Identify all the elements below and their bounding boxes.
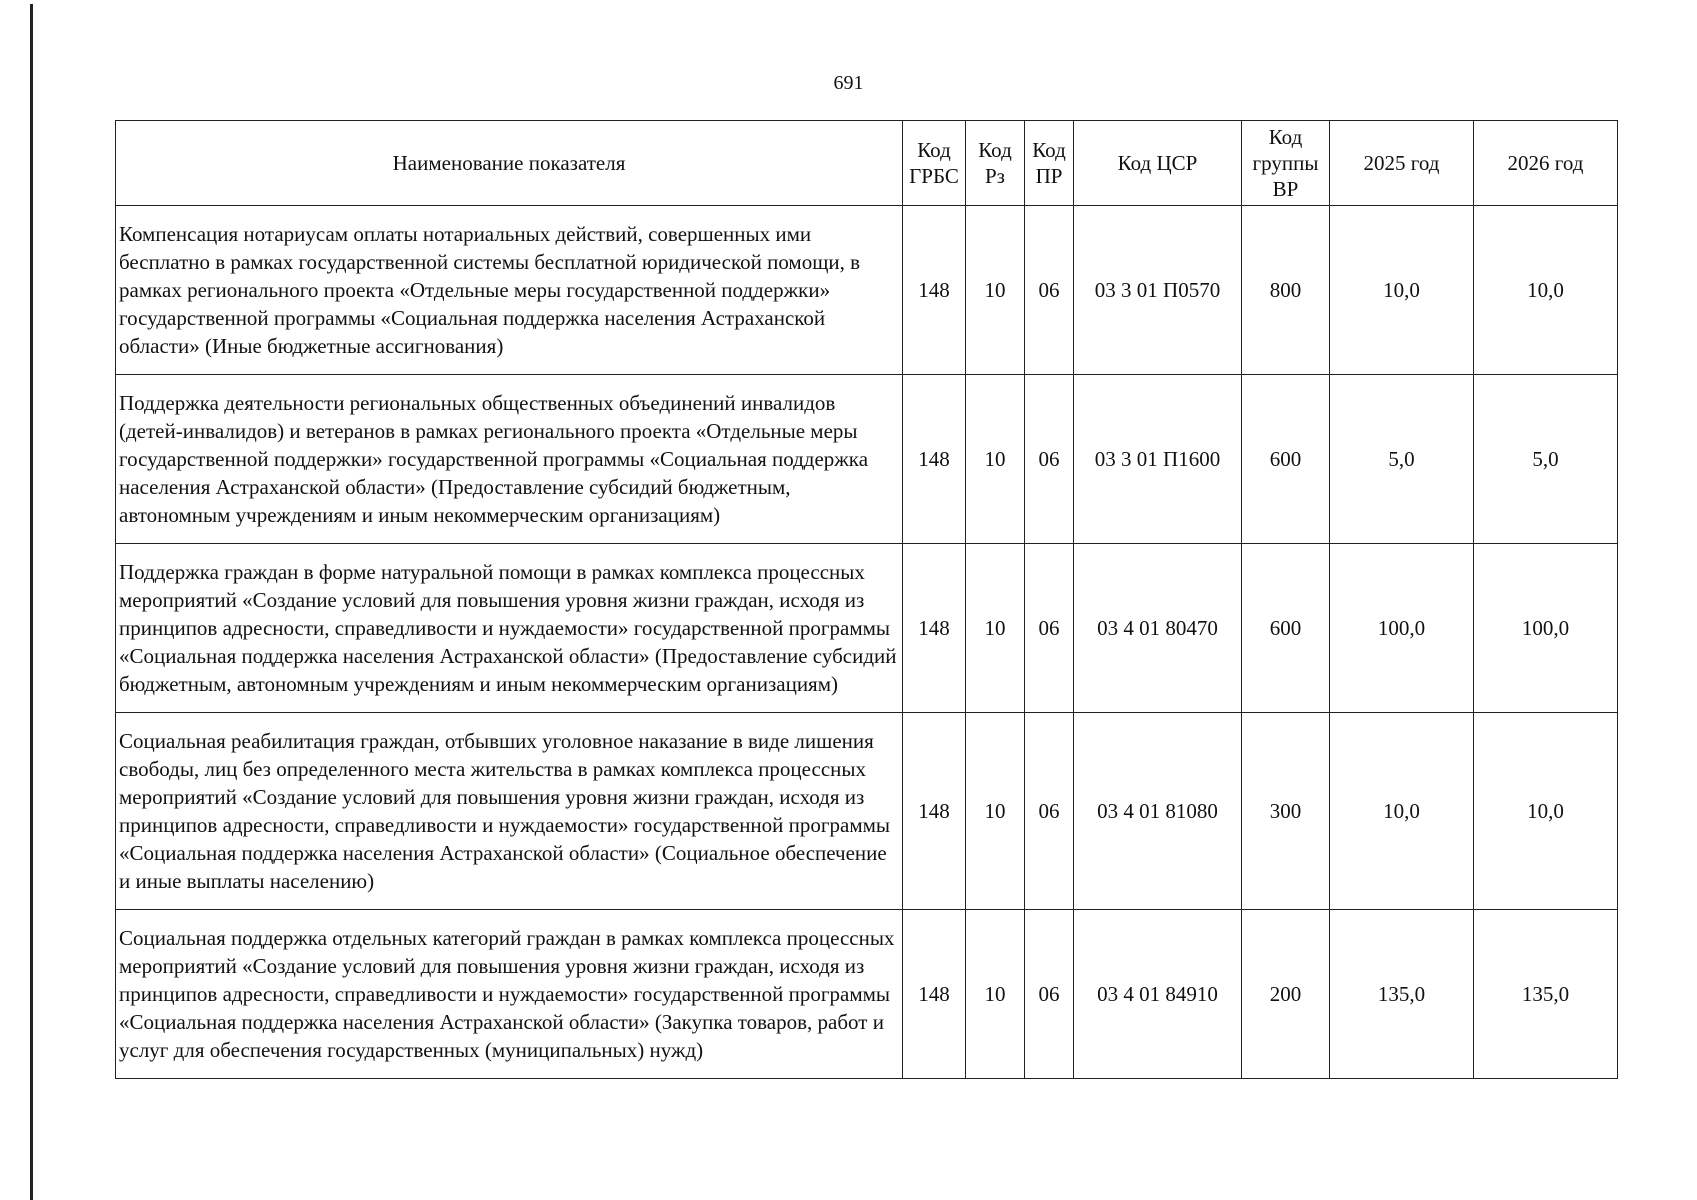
cell-2025: 10,0	[1330, 713, 1474, 910]
cell-grbs: 148	[903, 375, 966, 544]
table-row	[116, 206, 1618, 375]
cell-grbs: 148	[903, 544, 966, 713]
header-vr: Код группы ВР	[1242, 121, 1330, 206]
table-row	[116, 910, 1618, 1079]
cell-2026: 5,0	[1474, 375, 1618, 544]
cell-2026: 10,0	[1474, 713, 1618, 910]
cell-name: Поддержка деятельности региональных общественных объединений инвалидов (детей-инвалидов) и ветеранов в рамках регионального проекта «Отдельные меры государственной поддержки» государственной программы «Социальная поддержка населения Астраханской области» (Предоставление субсидий бюджетным, автономным учреждениям и иным некоммерческим организациям)	[116, 375, 903, 544]
header-grbs: Код ГРБС	[903, 121, 966, 206]
cell-2025: 5,0	[1330, 375, 1474, 544]
cell-rz: 10	[966, 713, 1025, 910]
cell-grbs: 148	[903, 910, 966, 1079]
cell-vr: 600	[1242, 544, 1330, 713]
header-2025: 2025 год	[1330, 121, 1474, 206]
cell-pr: 06	[1025, 375, 1074, 544]
cell-name: Компенсация нотариусам оплаты нотариальных действий, совершенных ими бесплатно в рамках государственной системы бесплатной юридической помощи, в рамках регионального проекта «Отдельные меры государственной поддержки» государственной программы «Социальная поддержка населения Астраханской области» (Иные бюджетные ассигнования)	[116, 206, 903, 375]
cell-grbs: 148	[903, 206, 966, 375]
cell-csr: 03 4 01 81080	[1074, 713, 1242, 910]
cell-csr: 03 4 01 80470	[1074, 544, 1242, 713]
cell-2026: 100,0	[1474, 544, 1618, 713]
budget-table	[115, 120, 1618, 1079]
cell-csr: 03 3 01 П1600	[1074, 375, 1242, 544]
cell-pr: 06	[1025, 544, 1074, 713]
cell-2025: 100,0	[1330, 544, 1474, 713]
cell-pr: 06	[1025, 910, 1074, 1079]
cell-vr: 800	[1242, 206, 1330, 375]
cell-grbs: 148	[903, 713, 966, 910]
header-row	[116, 121, 1618, 206]
cell-rz: 10	[966, 910, 1025, 1079]
binding-line	[30, 4, 33, 1200]
header-rz: Код Рз	[966, 121, 1025, 206]
page-number: 691	[833, 72, 864, 94]
cell-csr: 03 3 01 П0570	[1074, 206, 1242, 375]
cell-vr: 200	[1242, 910, 1330, 1079]
cell-2026: 135,0	[1474, 910, 1618, 1079]
cell-rz: 10	[966, 206, 1025, 375]
header-pr: Код ПР	[1025, 121, 1074, 206]
cell-vr: 600	[1242, 375, 1330, 544]
cell-2026: 10,0	[1474, 206, 1618, 375]
cell-name: Поддержка граждан в форме натуральной помощи в рамках комплекса процессных мероприятий «Создание условий для повышения уровня жизни граждан, исходя из принципов адресности, справедливости и нуждаемости» государственной программы «Социальная поддержка населения Астраханской области» (Предоставление субсидий бюджетным, автономным учреждениям и иным некоммерческим организациям)	[116, 544, 903, 713]
cell-csr: 03 4 01 84910	[1074, 910, 1242, 1079]
cell-pr: 06	[1025, 713, 1074, 910]
cell-2025: 10,0	[1330, 206, 1474, 375]
table-row	[116, 713, 1618, 910]
table-row	[116, 375, 1618, 544]
cell-rz: 10	[966, 375, 1025, 544]
cell-rz: 10	[966, 544, 1025, 713]
header-name: Наименование показателя	[116, 121, 903, 206]
cell-pr: 06	[1025, 206, 1074, 375]
cell-name: Социальная реабилитация граждан, отбывших уголовное наказание в виде лишения свободы, лиц без определенного места жительства в рамках комплекса процессных мероприятий «Создание условий для повышения уровня жизни граждан, исходя из принципов адресности, справедливости и нуждаемости» государственной программы «Социальная поддержка населения Астраханской области» (Социальное обеспечение и иные выплаты населению)	[116, 713, 903, 910]
header-csr: Код ЦСР	[1074, 121, 1242, 206]
header-2026: 2026 год	[1474, 121, 1618, 206]
table-row	[116, 544, 1618, 713]
cell-name: Социальная поддержка отдельных категорий граждан в рамках комплекса процессных мероприятий «Создание условий для повышения уровня жизни граждан, исходя из принципов адресности, справедливости и нуждаемости» государственной программы «Социальная поддержка населения Астраханской области» (Закупка товаров, работ и услуг для обеспечения государственных (муниципальных) нужд)	[116, 910, 903, 1079]
cell-2025: 135,0	[1330, 910, 1474, 1079]
cell-vr: 300	[1242, 713, 1330, 910]
